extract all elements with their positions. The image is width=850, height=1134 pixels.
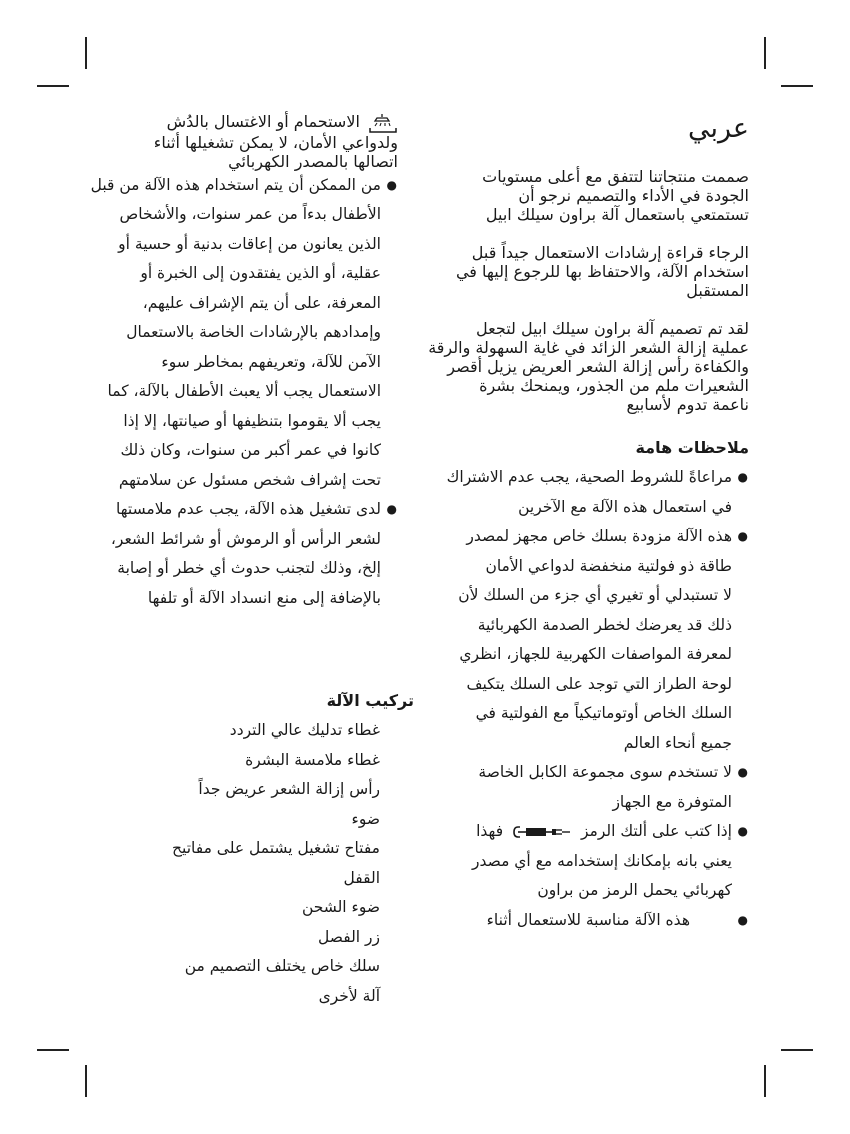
part-item: غطاء تدليك عالي التردد	[229, 721, 380, 739]
assembly-heading: تركيب الآلة	[326, 691, 414, 710]
read-line: استخدام الآلة، والاحتفاظ بها للرجوع إليها في	[455, 262, 749, 281]
part-item: سلك خاص يختلف التصميم من	[184, 957, 380, 975]
part-item: مفتاح تشغيل يشتمل على مفاتيح	[172, 839, 380, 857]
note-line: جميع أنحاء العالم	[623, 733, 732, 752]
note-line: هذه الآلة مزودة بسلك خاص مجهز لمصدر	[466, 527, 732, 545]
design-line: ناعمة تدوم لأسابيع	[626, 395, 749, 414]
part-item: زر الفصل	[318, 927, 380, 946]
safety-line: اتصالها بالمصدر الكهربائي	[228, 151, 398, 171]
note-line: المتوفرة مع الجهاز	[612, 792, 732, 811]
plug-note-before: إذا كتب على ألتك الرمز	[580, 822, 732, 840]
children-line: عقلية، أو الذين يفتقدون إلى الخبرة أو	[140, 264, 381, 282]
crop-mark-bottom-left-v	[85, 1065, 87, 1097]
children-line: الاستعمال يجب ألا يعبث الأطفال بالآلة، كما	[107, 382, 381, 400]
shower-icon	[368, 113, 398, 133]
children-line: كانوا في عمر أكبر من سنوات، وكان ذلك	[120, 441, 381, 459]
children-line: تحت إشراف شخص مسئول عن سلامتهم	[118, 470, 381, 489]
crop-mark-top-right-h	[781, 85, 813, 87]
note-item	[436, 463, 749, 522]
parts-list	[160, 716, 414, 1011]
plug-note-line: يعني بانه بإمكانك إستخدامه مع أي مصدر	[472, 851, 732, 870]
read-line: المستقبل	[686, 281, 749, 300]
bullet-icon: ●	[386, 177, 397, 192]
children-line: من الممكن أن يتم استخدام هذه الآلة من قبل	[90, 175, 381, 194]
crop-mark-bottom-right-h	[781, 1049, 813, 1051]
note-item	[436, 758, 749, 817]
read-instructions-paragraph	[436, 243, 749, 300]
assembly-section	[160, 686, 414, 1011]
shower-line	[130, 112, 398, 133]
intro-line: صممت منتجاتنا لتتفق مع أعلى مستويات	[482, 167, 749, 186]
intro-line: الجودة في الأداء والتصميم نرجو أن	[518, 186, 749, 205]
crop-mark-top-left-v	[85, 37, 87, 69]
notes-heading: ملاحظات هامة	[635, 438, 749, 457]
design-paragraph	[428, 319, 749, 414]
operation-line: لدى تشغيل هذه الآلة، يجب عدم ملامستها	[116, 500, 381, 518]
plug-note-item	[436, 817, 749, 906]
part-item: ضوء الشحن	[301, 898, 380, 916]
children-line: المعرفة، على أن يتم الإشراف عليهم،	[142, 293, 381, 312]
language-title: عربي	[687, 113, 749, 144]
plug-note-line	[436, 817, 732, 847]
left-notes-list	[90, 171, 398, 614]
bullet-icon: ●	[737, 765, 748, 779]
crop-mark-bottom-right-v	[764, 1065, 766, 1097]
children-line: وإمدادهم بالإرشادات الخاصة بالاستعمال	[126, 323, 381, 341]
bullet-icon: ●	[737, 470, 748, 484]
children-line: الآمن للآلة، وتعريفهم بمخاطر سوء	[161, 352, 381, 371]
plug-symbol-icon	[512, 825, 572, 839]
note-item	[436, 522, 749, 758]
design-line: والكفاءة رأس إزالة الشعر العريض يزيل أقصر	[447, 357, 749, 376]
part-item: رأس إزالة الشعر عريض جداً	[198, 780, 380, 798]
operation-note-item	[110, 495, 398, 613]
operation-line: إلخ، وذلك لتجنب حدوث أي خطر أو إصابة	[117, 559, 381, 577]
design-line: لقد تم تصميم آلة براون سيلك ابيل لتجعل	[476, 319, 749, 338]
note-line: مراعاةً للشروط الصحية، يجب عدم الاشتراك	[446, 468, 732, 486]
design-line: عملية إزالة الشعر الزائد في غاية السهولة والرقة	[428, 338, 749, 357]
bullet-icon: ●	[737, 912, 748, 927]
part-item: ضوء	[351, 809, 380, 828]
plug-note-after: فهذا	[476, 822, 504, 840]
note-line: لمعرفة المواصفات الكهربية للجهاز، انظري	[459, 645, 732, 663]
plug-note-line: كهربائي يحمل الرمز من براون	[537, 881, 732, 899]
children-line: يجب ألا يقوموا بتنظيفها أو صيانتها، إلا إذا	[123, 411, 381, 430]
intro-line: تستمتعي باستعمال آلة براون سيلك ابيل	[485, 205, 749, 224]
note-line: السلك الخاص أوتوماتيكياً مع الفولتية في	[475, 704, 732, 722]
crop-mark-top-left-h	[37, 85, 69, 87]
notes-list	[436, 463, 749, 935]
operation-line: لشعر الرأس أو الرموش أو شرائط الشعر،	[110, 529, 381, 548]
note-line: لوحة الطراز التي توجد على السلك يتكيف	[466, 674, 732, 693]
read-line: الرجاء قراءة إرشادات الاستعمال جيداً قبل	[471, 243, 749, 262]
safety-line: ولدواعي الأمان، لا يمكن تشغيلها أثناء	[153, 132, 398, 152]
bullet-icon: ●	[737, 824, 748, 838]
operation-line: بالإضافة إلى منع انسداد الآلة أو تلفها	[147, 588, 381, 607]
shower-text: الاستحمام أو الاغتسال بالدُش	[166, 112, 360, 131]
note-line: في استعمال هذه الآلة مع الآخرين	[518, 497, 732, 516]
note-item	[436, 906, 749, 936]
design-line: الشعيرات ملم من الجذور، ويمنحك بشرة	[479, 376, 749, 395]
note-line: هذه الآلة مناسبة للاستعمال أثناء	[486, 910, 690, 929]
left-column	[90, 112, 398, 613]
note-line: ذلك قد يعرضك لخطر الصدمة الكهربائية	[477, 615, 732, 634]
bullet-icon: ●	[386, 502, 397, 516]
note-line: لا تستبدلي أو تغيري أي جزء من السلك لأن	[458, 586, 732, 604]
part-item: غطاء ملامسة البشرة	[245, 750, 380, 769]
crop-mark-bottom-left-h	[37, 1049, 69, 1051]
crop-mark-top-right-v	[764, 37, 766, 69]
right-column	[428, 110, 749, 935]
note-line: طاقة ذو فولتية منخفضة لدواعي الأمان	[485, 556, 732, 575]
part-item: القفل	[343, 868, 380, 887]
children-line: الأطفال بدءاً من عمر سنوات، والأشخاص	[119, 205, 381, 223]
bullet-icon: ●	[737, 529, 748, 543]
intro-paragraph	[436, 167, 749, 224]
note-line: لا تستخدم سوى مجموعة الكابل الخاصة	[478, 763, 732, 781]
children-line: الذين يعانون من إعاقات بدنية أو حسية أو	[118, 234, 381, 253]
part-item: آلة لأخرى	[318, 986, 380, 1005]
children-note-item	[90, 171, 398, 496]
